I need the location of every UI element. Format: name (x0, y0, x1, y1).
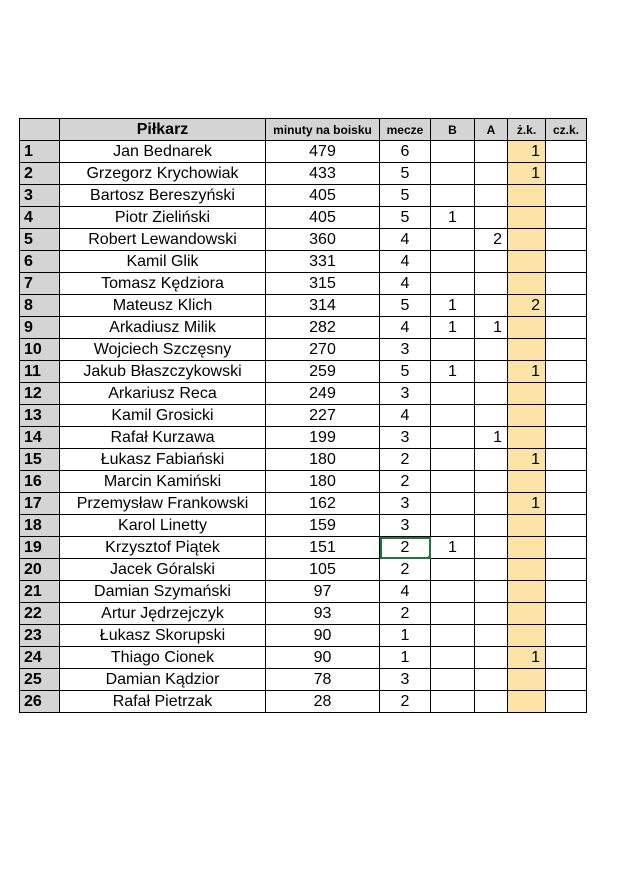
goals-cell[interactable]: 1 (431, 537, 475, 559)
goals-cell[interactable] (431, 691, 475, 713)
goals-cell[interactable] (431, 471, 475, 493)
table-row (20, 383, 587, 405)
player-cell[interactable]: Mateusz Klich (60, 295, 266, 317)
minutes-cell[interactable]: 433 (266, 163, 380, 185)
table-row (20, 185, 587, 207)
matches-cell[interactable]: 1 (380, 647, 431, 669)
red-cards-cell[interactable] (546, 515, 587, 537)
player-cell[interactable]: Jan Bednarek (60, 141, 266, 163)
player-cell[interactable]: Karol Linetty (60, 515, 266, 537)
red-cards-cell[interactable] (546, 317, 587, 339)
red-cards-cell[interactable] (546, 493, 587, 515)
yellow-cards-cell[interactable] (508, 471, 546, 493)
table-row (20, 581, 587, 603)
table-row (20, 625, 587, 647)
matches-cell[interactable]: 3 (380, 493, 431, 515)
row-number[interactable]: 21 (20, 581, 60, 603)
red-cards-cell[interactable] (546, 427, 587, 449)
minutes-cell[interactable]: 90 (266, 625, 380, 647)
row-number[interactable]: 12 (20, 383, 60, 405)
player-cell[interactable]: Tomasz Kędziora (60, 273, 266, 295)
row-number[interactable]: 22 (20, 603, 60, 625)
red-cards-cell[interactable] (546, 537, 587, 559)
table-row (20, 339, 587, 361)
player-cell[interactable]: Damian Szymański (60, 581, 266, 603)
matches-cell[interactable]: 2 (380, 603, 431, 625)
player-cell[interactable]: Wojciech Szczęsny (60, 339, 266, 361)
goals-cell[interactable] (431, 669, 475, 691)
yellow-cards-cell[interactable]: 2 (508, 295, 546, 317)
table-row (20, 603, 587, 625)
yellow-cards-cell[interactable] (508, 273, 546, 295)
matches-cell[interactable]: 5 (380, 185, 431, 207)
red-cards-cell[interactable] (546, 273, 587, 295)
table-row (20, 295, 587, 317)
minutes-cell[interactable]: 249 (266, 383, 380, 405)
red-cards-cell[interactable] (546, 207, 587, 229)
assists-cell[interactable] (475, 625, 508, 647)
matches-cell[interactable]: 3 (380, 427, 431, 449)
minutes-cell[interactable]: 405 (266, 185, 380, 207)
player-cell[interactable]: Thiago Cionek (60, 647, 266, 669)
table-row (20, 493, 587, 515)
red-cards-cell[interactable] (546, 163, 587, 185)
minutes-cell[interactable]: 162 (266, 493, 380, 515)
row-number[interactable]: 20 (20, 559, 60, 581)
red-cards-cell[interactable] (546, 669, 587, 691)
assists-cell[interactable] (475, 669, 508, 691)
assists-cell[interactable] (475, 581, 508, 603)
header-player[interactable]: Piłkarz (60, 119, 266, 141)
header-goals[interactable]: B (431, 119, 475, 141)
goals-cell[interactable] (431, 163, 475, 185)
assists-cell[interactable]: 1 (475, 317, 508, 339)
header-assists[interactable]: A (475, 119, 508, 141)
matches-cell[interactable]: 5 (380, 361, 431, 383)
red-cards-cell[interactable] (546, 251, 587, 273)
minutes-cell[interactable]: 151 (266, 537, 380, 559)
goals-cell[interactable] (431, 581, 475, 603)
matches-cell[interactable]: 4 (380, 581, 431, 603)
goals-cell[interactable] (431, 339, 475, 361)
table-row (20, 273, 587, 295)
red-cards-cell[interactable] (546, 691, 587, 713)
row-number[interactable]: 24 (20, 647, 60, 669)
yellow-cards-cell[interactable] (508, 383, 546, 405)
yellow-cards-cell[interactable] (508, 625, 546, 647)
table-row (20, 471, 587, 493)
player-cell[interactable]: Kamil Grosicki (60, 405, 266, 427)
table-row (20, 449, 587, 471)
minutes-cell[interactable]: 97 (266, 581, 380, 603)
row-number[interactable]: 25 (20, 669, 60, 691)
player-cell[interactable]: Artur Jędrzejczyk (60, 603, 266, 625)
goals-cell[interactable] (431, 449, 475, 471)
minutes-cell[interactable]: 227 (266, 405, 380, 427)
matches-cell[interactable]: 2 (380, 691, 431, 713)
red-cards-cell[interactable] (546, 559, 587, 581)
table-row (20, 207, 587, 229)
goals-cell[interactable] (431, 229, 475, 251)
player-cell[interactable]: Piotr Zieliński (60, 207, 266, 229)
matches-cell[interactable]: 5 (380, 163, 431, 185)
minutes-cell[interactable]: 331 (266, 251, 380, 273)
player-cell[interactable]: Łukasz Skorupski (60, 625, 266, 647)
yellow-cards-cell[interactable]: 1 (508, 647, 546, 669)
yellow-cards-cell[interactable] (508, 427, 546, 449)
goals-cell[interactable]: 1 (431, 361, 475, 383)
row-number[interactable]: 6 (20, 251, 60, 273)
row-number[interactable]: 5 (20, 229, 60, 251)
matches-cell[interactable]: 2 (380, 537, 431, 559)
red-cards-cell[interactable] (546, 141, 587, 163)
player-cell[interactable]: Robert Lewandowski (60, 229, 266, 251)
matches-cell[interactable]: 4 (380, 273, 431, 295)
red-cards-cell[interactable] (546, 647, 587, 669)
row-number[interactable]: 9 (20, 317, 60, 339)
table-row (20, 361, 587, 383)
red-cards-cell[interactable] (546, 471, 587, 493)
assists-cell[interactable] (475, 471, 508, 493)
goals-cell[interactable] (431, 141, 475, 163)
player-cell[interactable]: Krzysztof Piątek (60, 537, 266, 559)
table-row (20, 691, 587, 713)
red-cards-cell[interactable] (546, 581, 587, 603)
red-cards-cell[interactable] (546, 603, 587, 625)
yellow-cards-cell[interactable] (508, 207, 546, 229)
yellow-cards-cell[interactable] (508, 691, 546, 713)
row-number[interactable]: 2 (20, 163, 60, 185)
matches-cell[interactable]: 3 (380, 383, 431, 405)
table-row (20, 405, 587, 427)
goals-cell[interactable] (431, 405, 475, 427)
table-row (20, 163, 587, 185)
row-number[interactable]: 15 (20, 449, 60, 471)
matches-cell[interactable]: 6 (380, 141, 431, 163)
minutes-cell[interactable]: 314 (266, 295, 380, 317)
table-row (20, 537, 587, 559)
goals-cell[interactable]: 1 (431, 207, 475, 229)
row-number[interactable]: 17 (20, 493, 60, 515)
row-number[interactable]: 11 (20, 361, 60, 383)
player-cell[interactable]: Rafał Kurzawa (60, 427, 266, 449)
assists-cell[interactable] (475, 361, 508, 383)
goals-cell[interactable] (431, 185, 475, 207)
header-matches[interactable]: mecze (380, 119, 431, 141)
red-cards-cell[interactable] (546, 625, 587, 647)
goals-cell[interactable] (431, 515, 475, 537)
assists-cell[interactable] (475, 537, 508, 559)
goals-cell[interactable] (431, 427, 475, 449)
minutes-cell[interactable]: 270 (266, 339, 380, 361)
yellow-cards-cell[interactable]: 1 (508, 361, 546, 383)
goals-cell[interactable] (431, 251, 475, 273)
assists-cell[interactable] (475, 339, 508, 361)
header-red-cards[interactable]: cz.k. (546, 119, 587, 141)
assists-cell[interactable] (475, 449, 508, 471)
assists-cell[interactable] (475, 559, 508, 581)
row-number[interactable]: 1 (20, 141, 60, 163)
red-cards-cell[interactable] (546, 229, 587, 251)
assists-cell[interactable] (475, 141, 508, 163)
matches-cell[interactable]: 4 (380, 229, 431, 251)
minutes-cell[interactable]: 105 (266, 559, 380, 581)
goals-cell[interactable] (431, 493, 475, 515)
assists-cell[interactable] (475, 515, 508, 537)
assists-cell[interactable] (475, 273, 508, 295)
row-number[interactable]: 16 (20, 471, 60, 493)
row-number[interactable]: 4 (20, 207, 60, 229)
matches-cell[interactable]: 2 (380, 471, 431, 493)
assists-cell[interactable] (475, 163, 508, 185)
goals-cell[interactable] (431, 625, 475, 647)
matches-cell[interactable]: 4 (380, 405, 431, 427)
yellow-cards-cell[interactable] (508, 537, 546, 559)
row-number[interactable]: 13 (20, 405, 60, 427)
minutes-cell[interactable]: 78 (266, 669, 380, 691)
goals-cell[interactable]: 1 (431, 295, 475, 317)
assists-cell[interactable] (475, 603, 508, 625)
red-cards-cell[interactable] (546, 185, 587, 207)
header-minutes[interactable]: minuty na boisku (266, 119, 380, 141)
table-row (20, 317, 587, 339)
yellow-cards-cell[interactable] (508, 515, 546, 537)
red-cards-cell[interactable] (546, 383, 587, 405)
red-cards-cell[interactable] (546, 361, 587, 383)
minutes-cell[interactable]: 282 (266, 317, 380, 339)
player-cell[interactable]: Łukasz Fabiański (60, 449, 266, 471)
row-number[interactable]: 18 (20, 515, 60, 537)
player-cell[interactable]: Marcin Kamiński (60, 471, 266, 493)
yellow-cards-cell[interactable]: 1 (508, 141, 546, 163)
player-stats-table (19, 118, 587, 713)
table-row (20, 427, 587, 449)
player-cell[interactable]: Grzegorz Krychowiak (60, 163, 266, 185)
minutes-cell[interactable]: 405 (266, 207, 380, 229)
player-cell[interactable]: Arkariusz Reca (60, 383, 266, 405)
matches-cell[interactable]: 1 (380, 625, 431, 647)
matches-cell[interactable]: 2 (380, 559, 431, 581)
red-cards-cell[interactable] (546, 449, 587, 471)
minutes-cell[interactable]: 360 (266, 229, 380, 251)
player-cell[interactable]: Rafał Pietrzak (60, 691, 266, 713)
table-row (20, 515, 587, 537)
minutes-cell[interactable]: 259 (266, 361, 380, 383)
minutes-cell[interactable]: 28 (266, 691, 380, 713)
yellow-cards-cell[interactable] (508, 581, 546, 603)
goals-cell[interactable] (431, 603, 475, 625)
player-cell[interactable]: Arkadiusz Milik (60, 317, 266, 339)
yellow-cards-cell[interactable] (508, 603, 546, 625)
minutes-cell[interactable]: 479 (266, 141, 380, 163)
player-cell[interactable]: Damian Kądzior (60, 669, 266, 691)
yellow-cards-cell[interactable] (508, 339, 546, 361)
yellow-cards-cell[interactable]: 1 (508, 493, 546, 515)
assists-cell[interactable] (475, 405, 508, 427)
row-number[interactable]: 8 (20, 295, 60, 317)
row-number[interactable]: 19 (20, 537, 60, 559)
matches-cell[interactable]: 3 (380, 339, 431, 361)
assists-cell[interactable] (475, 383, 508, 405)
assists-cell[interactable] (475, 647, 508, 669)
row-number[interactable]: 3 (20, 185, 60, 207)
assists-cell[interactable] (475, 251, 508, 273)
table-row (20, 559, 587, 581)
assists-cell[interactable]: 2 (475, 229, 508, 251)
table-row (20, 647, 587, 669)
row-number[interactable]: 23 (20, 625, 60, 647)
goals-cell[interactable] (431, 273, 475, 295)
table-row (20, 251, 587, 273)
header-row (20, 119, 587, 141)
minutes-cell[interactable]: 90 (266, 647, 380, 669)
minutes-cell[interactable]: 180 (266, 471, 380, 493)
matches-cell[interactable]: 5 (380, 207, 431, 229)
matches-cell[interactable]: 2 (380, 449, 431, 471)
player-cell[interactable]: Przemysław Frankowski (60, 493, 266, 515)
yellow-cards-cell[interactable]: 1 (508, 163, 546, 185)
yellow-cards-cell[interactable] (508, 185, 546, 207)
table-row (20, 669, 587, 691)
player-cell[interactable]: Kamil Glik (60, 251, 266, 273)
yellow-cards-cell[interactable] (508, 229, 546, 251)
table-row (20, 141, 587, 163)
player-cell[interactable]: Jacek Góralski (60, 559, 266, 581)
yellow-cards-cell[interactable] (508, 317, 546, 339)
goals-cell[interactable] (431, 383, 475, 405)
row-number[interactable]: 14 (20, 427, 60, 449)
assists-cell[interactable] (475, 207, 508, 229)
minutes-cell[interactable]: 93 (266, 603, 380, 625)
header-num[interactable] (20, 119, 60, 141)
minutes-cell[interactable]: 180 (266, 449, 380, 471)
yellow-cards-cell[interactable] (508, 669, 546, 691)
yellow-cards-cell[interactable] (508, 559, 546, 581)
goals-cell[interactable] (431, 647, 475, 669)
assists-cell[interactable]: 1 (475, 427, 508, 449)
header-yellow-cards[interactable]: ż.k. (508, 119, 546, 141)
table-row (20, 229, 587, 251)
yellow-cards-cell[interactable] (508, 405, 546, 427)
assists-cell[interactable] (475, 493, 508, 515)
red-cards-cell[interactable] (546, 339, 587, 361)
yellow-cards-cell[interactable] (508, 251, 546, 273)
yellow-cards-cell[interactable]: 1 (508, 449, 546, 471)
assists-cell[interactable] (475, 185, 508, 207)
red-cards-cell[interactable] (546, 405, 587, 427)
player-cell[interactable]: Jakub Błaszczykowski (60, 361, 266, 383)
row-number[interactable]: 26 (20, 691, 60, 713)
row-number[interactable]: 10 (20, 339, 60, 361)
minutes-cell[interactable]: 159 (266, 515, 380, 537)
matches-cell[interactable]: 5 (380, 295, 431, 317)
minutes-cell[interactable]: 315 (266, 273, 380, 295)
player-cell[interactable]: Bartosz Bereszyński (60, 185, 266, 207)
matches-cell[interactable]: 3 (380, 669, 431, 691)
assists-cell[interactable] (475, 295, 508, 317)
goals-cell[interactable] (431, 559, 475, 581)
red-cards-cell[interactable] (546, 295, 587, 317)
matches-cell[interactable]: 3 (380, 515, 431, 537)
assists-cell[interactable] (475, 691, 508, 713)
minutes-cell[interactable]: 199 (266, 427, 380, 449)
matches-cell[interactable]: 4 (380, 251, 431, 273)
matches-cell[interactable]: 4 (380, 317, 431, 339)
row-number[interactable]: 7 (20, 273, 60, 295)
goals-cell[interactable]: 1 (431, 317, 475, 339)
